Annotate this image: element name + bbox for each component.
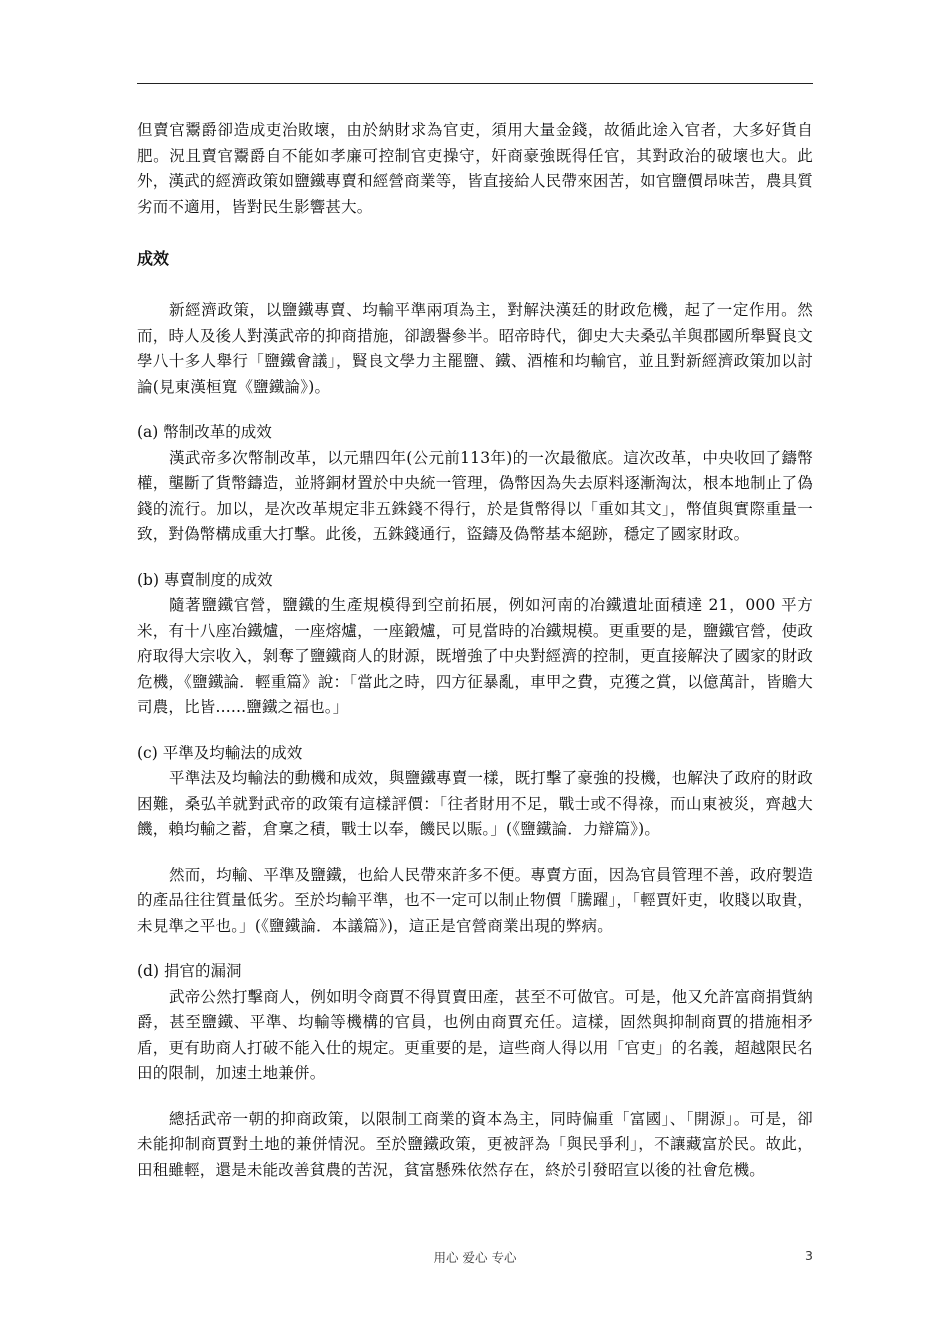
conclusion-paragraph: 總括武帝一朝的抑商政策，以限制工商業的資本為主，同時偏重「富國」、「開源」。可是，卻未能抑制商賈對土地的兼併情況。至於鹽鐵政策，更被評為「與民爭利」，不讓藏富於民。故此，田租雖輕，還是未能改善貧農的苦況，貧富懸殊依然存在，終於引發昭宣以後的社會危機。 [137,1109,813,1179]
document-body [137,118,813,1183]
subsection-b-title: (b) 專賣制度的成效 [137,570,273,589]
page-number: 3 [805,1248,813,1263]
section-heading: 成效 [137,249,170,268]
subsection-d-title: (d) 捐官的漏洞 [137,962,242,980]
subsection-d-text: 武帝公然打擊商人，例如明令商賈不得買賣田產，甚至不可做官。可是，他又允許富商捐貲納爵，甚至鹽鐵、平準、均輸等機構的官員，也例由商賈充任。這樣，固然與抑制商賈的措施相矛盾，更有助商人打破不能入仕的規定。更重要的是，這些商人得以用「官吏」的名義，超越限民名田的限制，加速土地兼併。 [137,987,813,1082]
footer-text: 用心 爱心 专心 [433,1250,517,1265]
subsection-b-text: 隨著鹽鐵官營，鹽鐵的生產規模得到空前拓展，例如河南的冶鐵遺址面積達 21，000 平方米，有十八座冶鐵爐，一座熔爐，一座鍛爐，可見當時的冶鐵規模。更重要的是，鹽鐵官營，使政府取得大宗收入，剝奪了鹽鐵商人的財源，既增強了中央對經濟的控制，更直接解決了國家的財政危機，《鹽鐵論．輕重篇》說：「當此之時，四方征暴亂，車甲之費，克獲之賞，以億萬計，皆贍大司農，比皆......鹽鐵之福也。」 [137,596,813,716]
subsection-c-text-2: 然而，均輸、平準及鹽鐵，也給人民帶來許多不便。專賣方面，因為官員管理不善，政府製造的產品往往質量低劣。至於均輸平準，也不一定可以制止物價「騰躍」，「輕賈奸吏，收賤以取貴，未見準之平也。」(《鹽鐵論．本議篇》)，這正是官營商業出現的弊病。 [137,865,813,935]
header-rule [137,83,813,84]
subsection-a-title: (a) 幣制改革的成效 [137,423,272,441]
intro-paragraph: 但賣官鬻爵卻造成吏治敗壞，由於納財求為官吏，須用大量金錢，故循此途入官者，大多好貨自肥。況且賣官鬻爵自不能如孝廉可控制官吏操守，奸商豪強既得任官，其對政治的破壞也大。此外，漢武的經濟政策如鹽鐵專賣和經營商業等，皆直接給人民帶來困苦，如官鹽價昂味苦，農具質劣而不適用，皆對民生影響甚大。 [137,121,813,216]
subsection-a-text: 漢武帝多次幣制改革，以元鼎四年(公元前113年)的一次最徹底。這次改革，中央收回了鑄幣權，壟斷了貨幣鑄造，並將銅材置於中央統一管理，偽幣因為失去原料逐漸淘汰，根本地制止了偽錢的流行。加以，是次改革規定非五銖錢不得行，於是貨幣得以「重如其文」，幣值與實際重量一致，對偽幣構成重大打擊。此後，五銖錢通行，盜鑄及偽幣基本絕跡，穩定了國家財政。 [137,448,813,543]
page-footer [0,1248,950,1270]
subsection-c-title: (c) 平準及均輸法的成效 [137,743,303,762]
subsection-c-text: 平準法及均輸法的動機和成效，與鹽鐵專賣一樣，既打擊了豪強的投機，也解決了政府的財政困難，桑弘羊就對武帝的政策有這樣評價：「往者財用不足，戰士或不得祿，而山東被災，齊越大饑，賴均輸之蓄，倉稟之積，戰士以奉，饑民以賑。」(《鹽鐵論．力辯篇》)。 [137,769,813,838]
effect-paragraph: 新經濟政策，以鹽鐵專賣、均輸平準兩項為主，對解決漢廷的財政危機，起了一定作用。然而，時人及後人對漢武帝的抑商措施，卻譭譽參半。昭帝時代，御史大夫桑弘羊與郡國所舉賢良文學八十多人舉行「鹽鐵會議」，賢良文學力主罷鹽、鐵、酒榷和均輸官，並且對新經濟政策加以討論(見東漢桓寬《鹽鐵論》)。 [137,301,813,396]
